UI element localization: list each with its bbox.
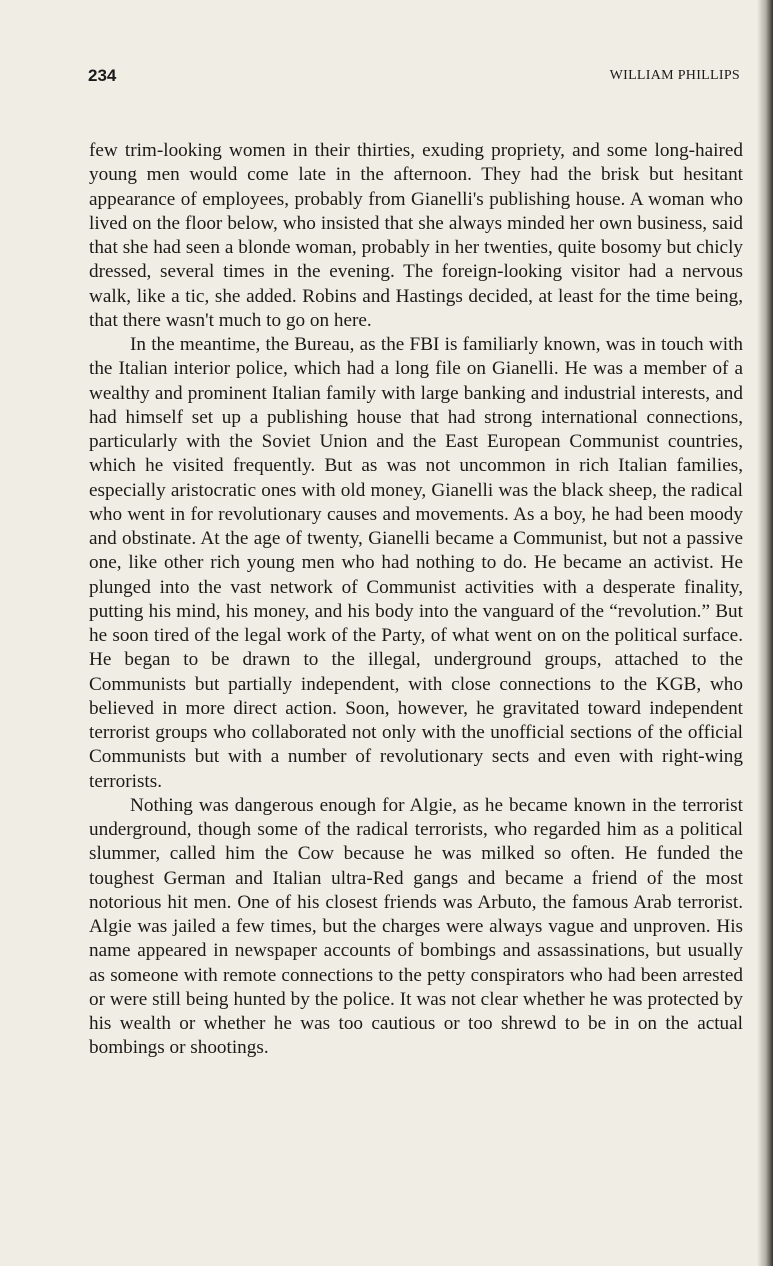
paragraph: Nothing was dangerous enough for Algie, as he became known in the terrorist underground, though some of the radical terrorists, who regarded him as a political slummer, called him the Cow because he was milked so often. He funded the toughest German and Italian ultra-Red gangs and became a friend of the most notorious hit men. One of his closest friends was Arbuto, the famous Arab terrorist. Algie was jailed a few times, but the charges were always vague and unproven. His name appeared in newspaper accounts of bombings and assassinations, but usually as someone with remote connections to the petty conspirators who had been arrested or were still being hunted by the police. It was not clear whether he was protected by his wealth or whether he was too cautious or too shrewd to be in on the actual bombings or shootings. <box>89 794 743 1059</box>
paragraph: In the meantime, the Bureau, as the FBI is familiarly known, was in touch with the Italian interior police, which had a long file on Gianelli. He was a member of a wealthy and prominent Italian family with large banking and industrial interests, and had himself set up a publishing house that had strong international connections, particularly with the Soviet Union and the East European Communist countries, which he visited frequently. But as was not uncommon in rich Italian families, especially aristocratic ones with old money, Gianelli was the black sheep, the radical who went in for revolutionary causes and movements. As a boy, he had been moody and obstinate. At the age of twenty, Gianelli became a Communist, but not a passive one, like other rich young men who had nothing to do. He became an activist. He plunged into the vast network of Communist activities with a desperate finality, putting his mind, his money, and his body into the vanguard of the “revolution.” But he soon tired of the legal work of the Party, of what went on on the political surface. He began to be drawn to the illegal, underground groups, attached to the Communists but partially independent, with close connections to the KGB, who believed in more direct action. Soon, however, he gravitated toward independent terrorist groups who collaborated not only with the unofficial sections of the official Communists but with a number of revolutionary sects and even with right-wing terrorists. <box>89 334 743 792</box>
page-number: 234 <box>88 66 117 85</box>
paragraph-continued: few trim-looking women in their thirties, exuding propriety, and some long-haired young men would come late in the afternoon. They had the brisk but hesitant appearance of employees, probably from Gianelli's publishing house. A woman who lived on the floor below, who insisted that she always minded her own business, said that she had seen a blonde woman, probably in her twenties, quite bosomy but chicly dressed, several times in the evening. The foreign-looking visitor had a nervous walk, like a tic, she added. Robins and Hastings decided, at least for the time being, that there wasn't much to go on here. <box>89 140 743 331</box>
page-edge-shadow <box>757 0 773 1266</box>
body-text <box>89 139 743 1061</box>
running-head <box>88 66 740 90</box>
running-title: WILLIAM PHILLIPS <box>609 68 740 83</box>
